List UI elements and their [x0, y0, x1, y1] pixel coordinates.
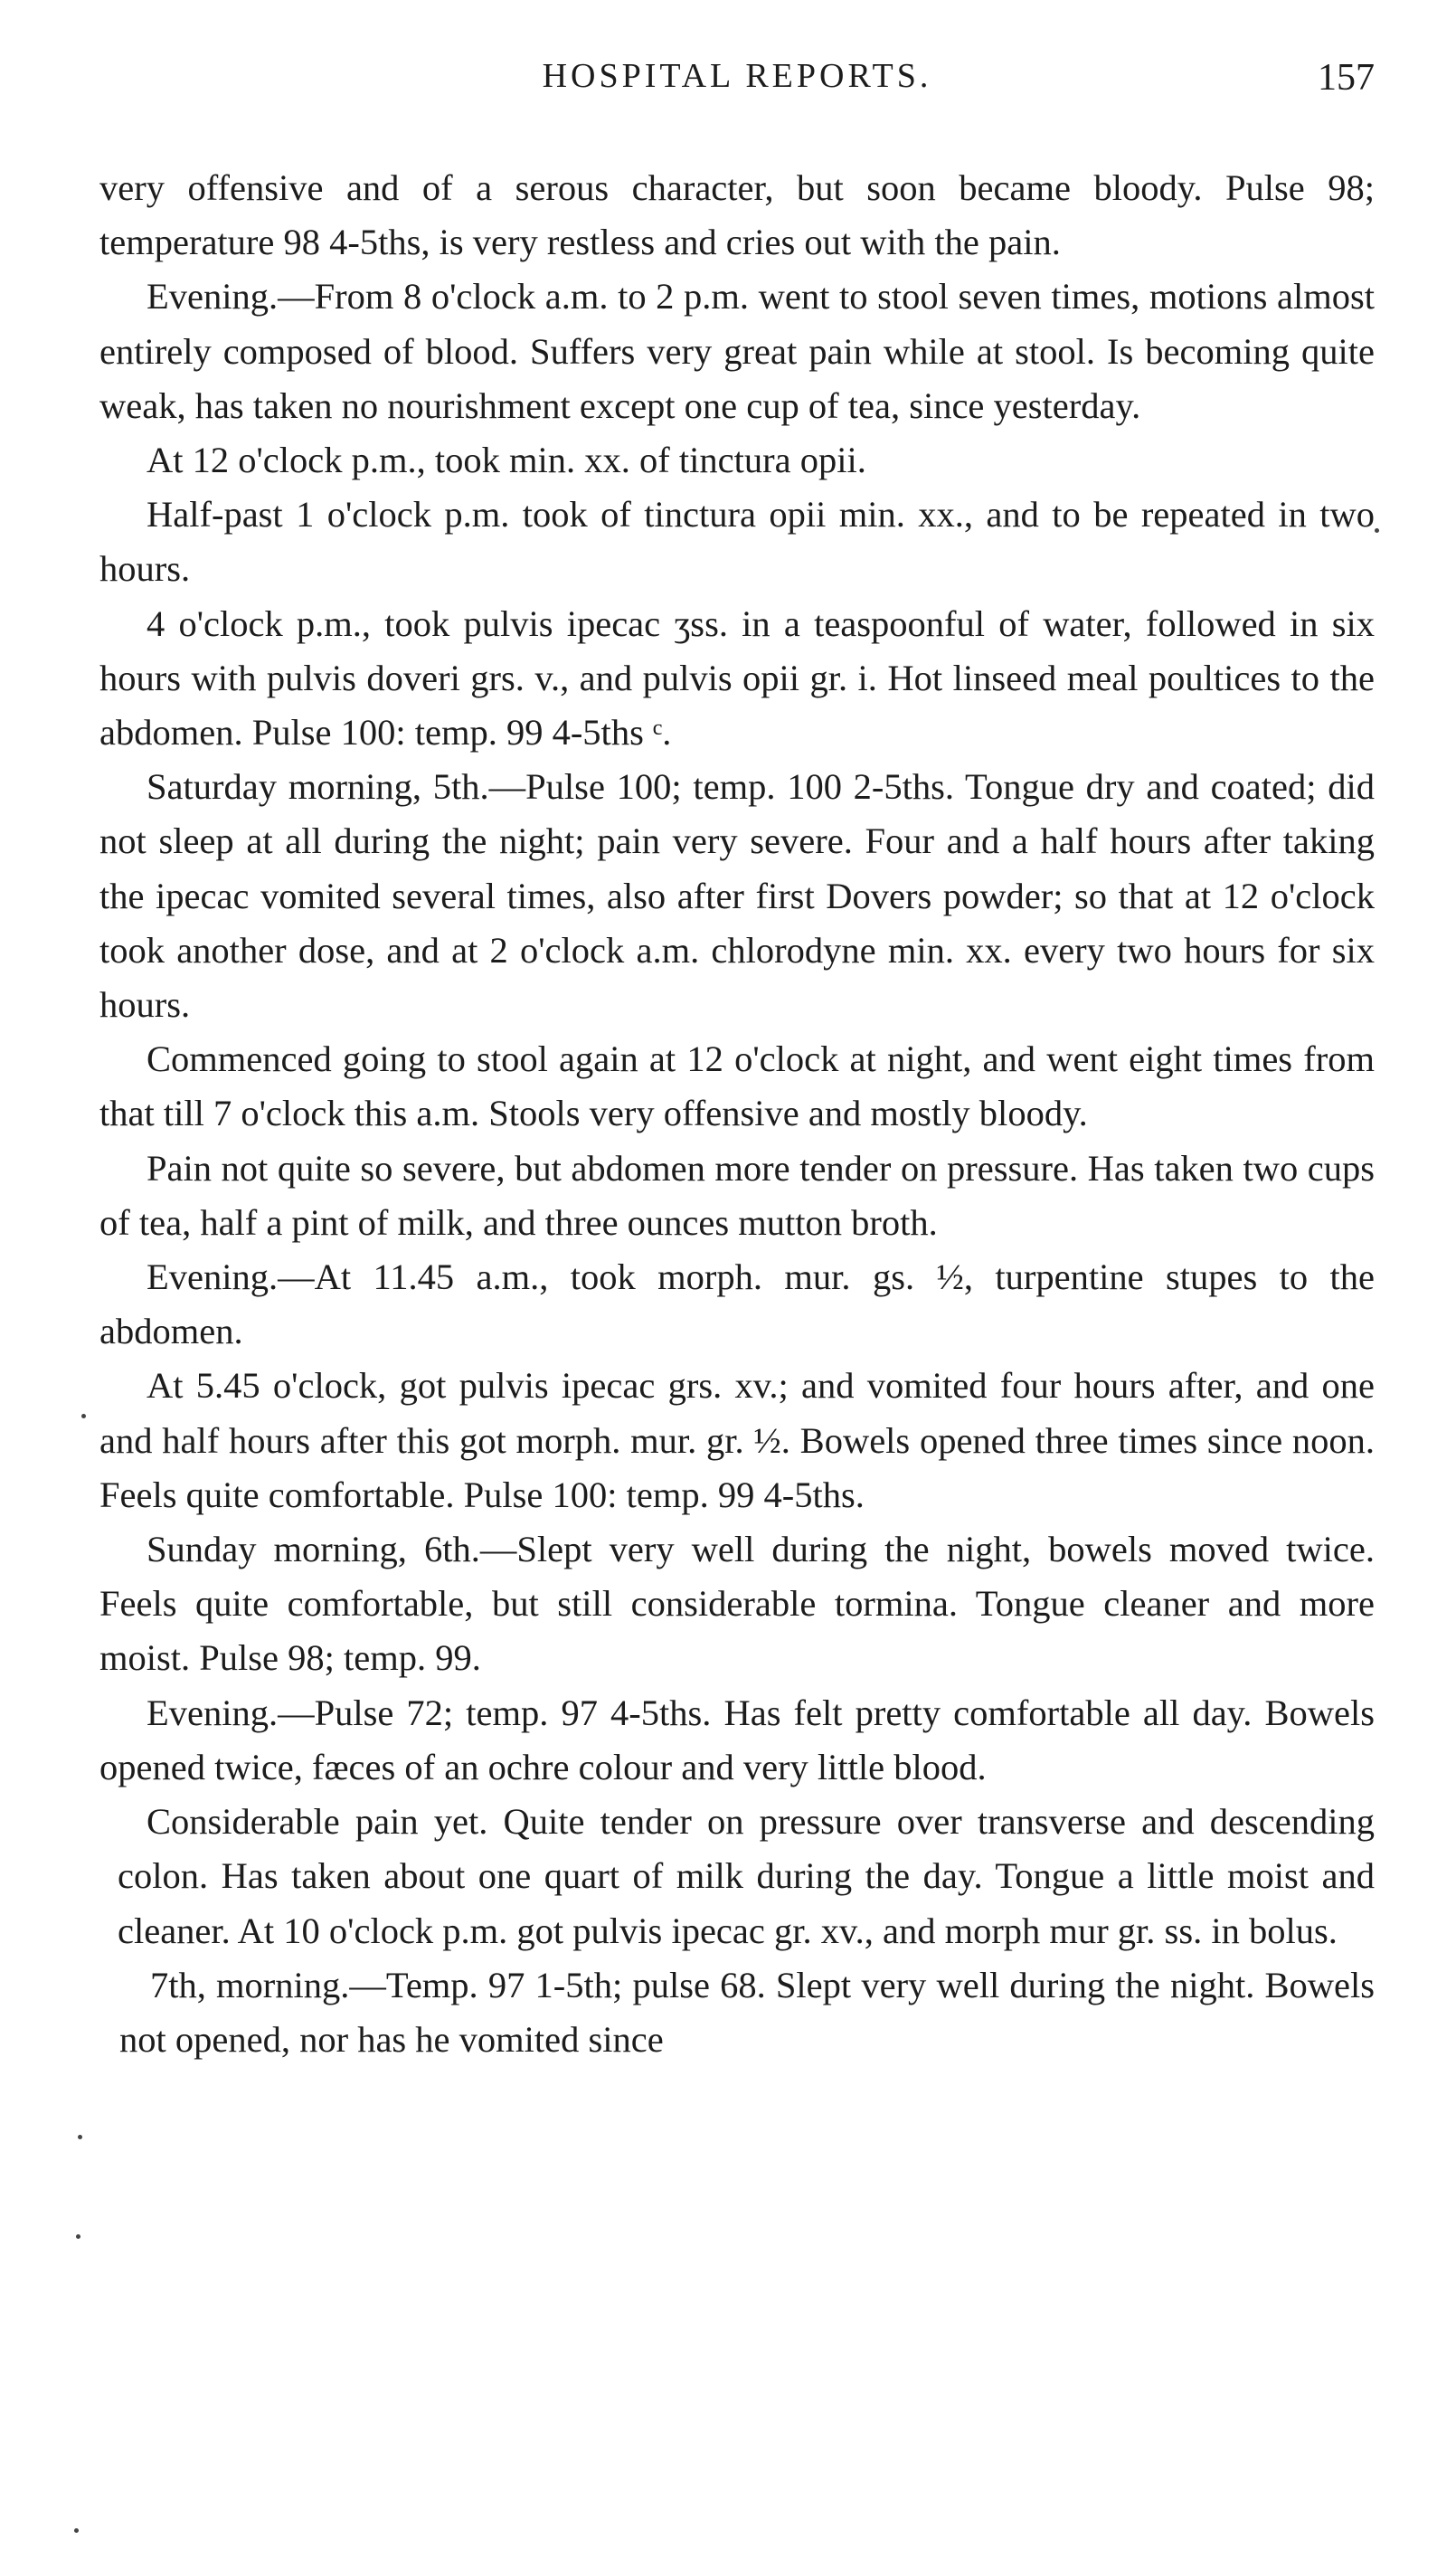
margin-speck	[74, 2528, 79, 2533]
running-title: HOSPITAL REPORTS.	[542, 57, 932, 95]
paragraph: Saturday morning, 5th.—Pulse 100; temp. 100 2-5ths. Tongue dry and coated; did not sleep at all during the night; pain very severe. Four and a half hours after taking the ipecac vomited several times, also after first Dovers powder; so that at 12 o'clock took another dose, and at 2 o'clock a.m. chlorodyne min. xx. every two hours for six hours.	[99, 766, 1375, 1026]
page-number: 157	[1318, 57, 1375, 99]
paragraph: Half-past 1 o'clock p.m. took of tinctura opii min. xx., and to be repeated in two hours.	[99, 494, 1375, 590]
margin-speck	[1375, 528, 1379, 533]
paragraph: Evening.—From 8 o'clock a.m. to 2 p.m. went to stool seven times, motions almost entirely composed of blood. Suffers very great pain while at stool. Is becoming quite weak, has taken no nourishment except one cup of tea, since yesterday.	[99, 276, 1375, 426]
paragraph: Evening.—At 11.45 a.m., took morph. mur. gs. ½, turpentine stupes to the abdomen.	[99, 1256, 1375, 1352]
margin-speck	[76, 2234, 80, 2239]
paragraph: Sunday morning, 6th.—Slept very well during the night, bowels moved twice. Feels quite comfortable, but still considerable tormina. Tongue cleaner and more moist. Pulse 98; temp. 99.	[99, 1529, 1375, 1679]
paragraph: At 12 o'clock p.m., took min. xx. of tinctura opii.	[147, 440, 866, 481]
paragraph: Commenced going to stool again at 12 o'clock at night, and went eight times from that till 7 o'clock this a.m. Stools very offensive and mostly bloody.	[99, 1038, 1375, 1134]
body-text	[99, 161, 1375, 2067]
paragraph: Evening.—Pulse 72; temp. 97 4-5ths. Has felt pretty comfortable all day. Bowels opened twice, fæces of an ochre colour and very little blood.	[99, 1692, 1375, 1787]
paragraph: 7th, morning.—Temp. 97 1-5th; pulse 68. Slept very well during the night. Bowels not opened, nor has he vomited since	[119, 1964, 1375, 2060]
paragraph: At 5.45 o'clock, got pulvis ipecac grs. xv.; and vomited four hours after, and one and half hours after this got morph. mur. gr. ½. Bowels opened three times since noon. Feels quite comfortable. Pulse 100: temp. 99 4-5ths.	[99, 1365, 1375, 1515]
margin-speck	[81, 1414, 86, 1418]
paragraph: very offensive and of a serous character, but soon became bloody. Pulse 98; temperature 98 4-5ths, is very restless and cries out with the pain.	[99, 167, 1375, 263]
page-header	[99, 56, 1375, 110]
paragraph: 4 o'clock p.m., took pulvis ipecac ʒss. in a teaspoonful of water, followed in six hours with pulvis doveri grs. v., and pulvis opii gr. i. Hot linseed meal poultices to the abdomen. Pulse 100: temp. 99 4-5ths ᶜ.	[99, 602, 1375, 754]
paragraph: Considerable pain yet. Quite tender on pressure over transverse and descending colon. Has taken about one quart of milk during the day. Tongue a little moist and cleaner. At 10 o'clock p.m. got pulvis ipecac gr. xv., and morph mur gr. ss. in bolus.	[118, 1801, 1375, 1951]
paragraph: Pain not quite so severe, but abdomen more tender on pressure. Has taken two cups of tea, half a pint of milk, and three ounces mutton broth.	[99, 1147, 1375, 1243]
margin-speck	[78, 2135, 82, 2139]
